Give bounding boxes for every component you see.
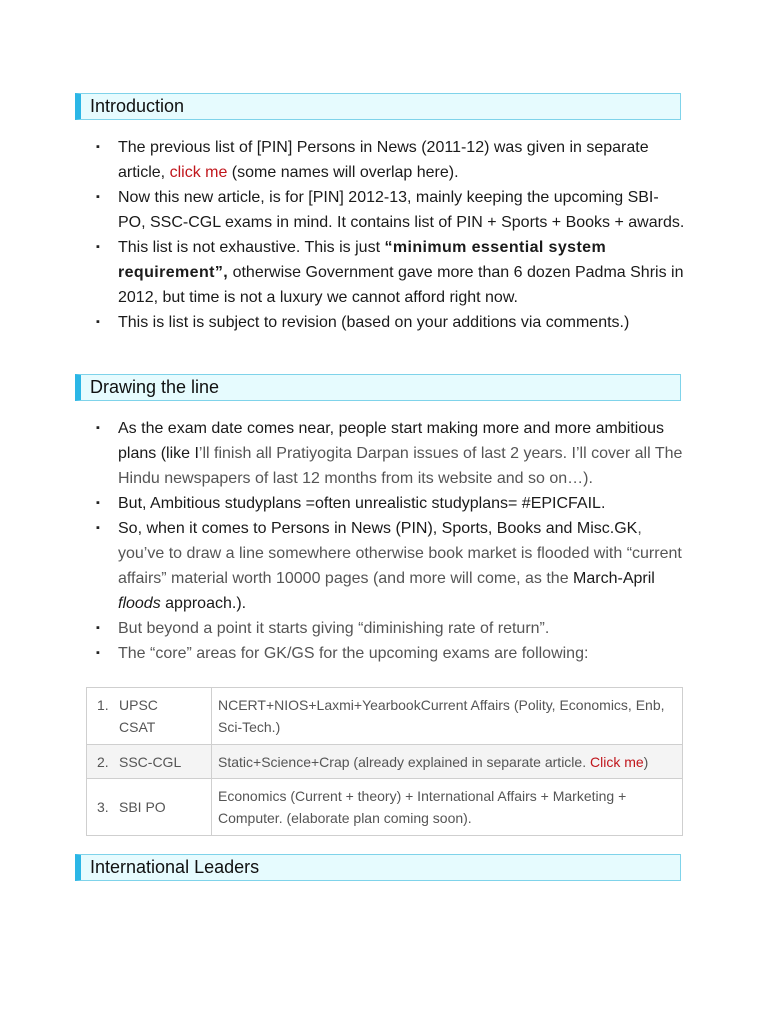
bullet-icon: ▪ [96,241,100,253]
list-item: ▪ Now this new article, is for [PIN] 2012-13, mainly keeping the upcoming SBI-PO, SSC-CGL exams in mind. It contains list of PIN + Sports + Books + awards. [96,185,686,235]
exam-plan-table [86,687,683,836]
plan-cell: Economics (Current + theory) + International Affairs + Marketing + Computer. (elaborate plan coming soon). [212,779,683,836]
list-item: ▪ The “core” areas for GK/GS for the upcoming exams are following: [96,641,686,666]
table-row [87,745,683,779]
list-item: ▪ This is list is subject to revision (based on your additions via comments.) [96,310,686,335]
bullet-icon: ▪ [96,497,100,509]
exam-cell: 3. SBI PO [87,779,212,836]
list-item: ▪ So, when it comes to Persons in News (PIN), Sports, Books and Misc.GK, you’ve to draw a line somewhere otherwise book market is flooded with “current affairs” material worth 10000 pages (and more will come, as the March-April floods approach.). [96,516,686,616]
list-item: ▪ This list is not exhaustive. This is just “minimum essential system requirement”, otherwise Government gave more than 6 dozen Padma Shris in 2012, but time is not a luxury we cannot afford right now. [96,235,686,310]
bullet-icon: ▪ [96,141,100,153]
bullet-icon: ▪ [96,316,100,328]
table-row [87,688,683,745]
section-heading-international-leaders [75,854,681,881]
list-item: ▪ As the exam date comes near, people start making more and more ambitious plans (like I’ll finish all Pratiyogita Darpan issues of last 2 years. I’ll cover all The Hindu newspapers of last 12 months from its website and so on…). [96,416,686,491]
bullet-icon: ▪ [96,522,100,534]
bullet-icon: ▪ [96,191,100,203]
section-heading-introduction [75,93,681,120]
table-row [87,779,683,836]
list-item: ▪ The previous list of [PIN] Persons in News (2011-12) was given in separate article, click me (some names will overlap here). [96,135,686,185]
plan-cell: Static+Science+Crap (already explained in separate article. Click me) [212,745,683,779]
drawing-bullet-list [96,416,686,666]
click-me-link[interactable]: Click me [589,753,644,770]
section-heading-drawing-the-line [75,374,681,401]
list-item: ▪ But, Ambitious studyplans =often unrealistic studyplans= #EPICFAIL. [96,491,686,516]
bullet-icon: ▪ [96,622,100,634]
section-title: International Leaders [90,857,260,877]
intro-bullet-list [96,135,686,335]
click-me-link[interactable]: click me [169,164,228,181]
bullet-icon: ▪ [96,422,100,434]
plan-cell: NCERT+NIOS+Laxmi+YearbookCurrent Affairs (Polity, Economics, Enb, Sci-Tech.) [212,688,683,745]
list-item: ▪ But beyond a point it starts giving “diminishing rate of return”. [96,616,686,641]
section-title: Introduction [90,96,185,116]
exam-cell: 1. UPSC CSAT [87,688,212,745]
section-title: Drawing the line [90,377,220,397]
exam-cell: 2. SSC-CGL [87,745,212,779]
bullet-icon: ▪ [96,647,100,659]
